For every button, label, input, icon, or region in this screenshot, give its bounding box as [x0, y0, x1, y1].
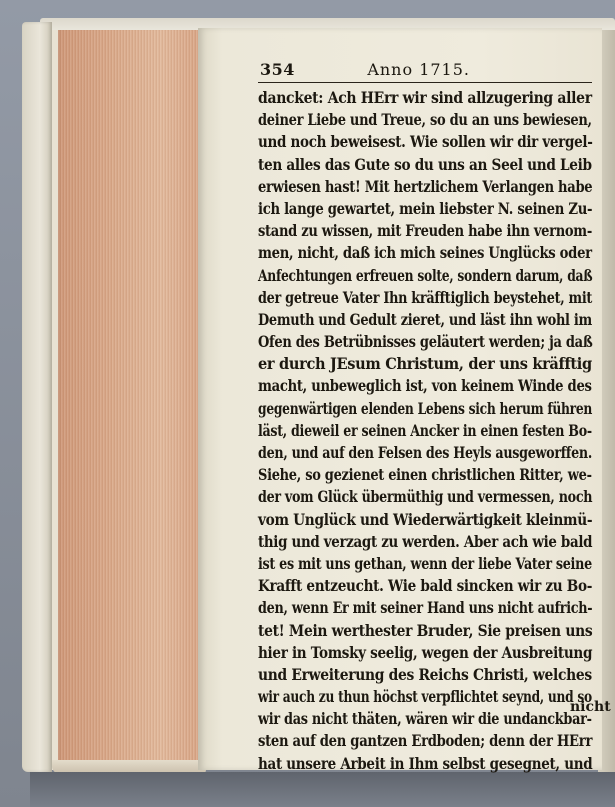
text-line: und noch beweisest. Wie sollen wir dir vergel- — [258, 133, 593, 152]
bottom-shadow — [30, 772, 615, 807]
text-line: stand zu wissen, mit Freuden habe ihn vernom- — [258, 222, 592, 241]
text-line: Demuth und Gedult zieret, und läst ihn wohl im — [258, 310, 592, 329]
text-line: ist es mit uns gethan, wenn der liebe Vater seine — [258, 554, 592, 573]
text-line: men, nicht, daß ich mich seines Unglücks oder — [258, 244, 592, 263]
text-line: wir das nicht thäten, wären wir die undanckbar- — [258, 710, 592, 729]
text-line: vom Unglück und Wiederwärtigkeit kleinmü- — [258, 510, 593, 529]
text-line: hat unsere Arbeit in Ihm selbst gesegnet, und — [258, 754, 593, 773]
text-line: deiner Liebe und Treue, so du an uns bewiesen, — [258, 111, 592, 130]
page-number: 354 — [260, 60, 295, 79]
text-line: der getreue Vater Ihn kräfftiglich beystehet, mit — [258, 288, 593, 307]
text-line: den, wenn Er mit seiner Hand uns nicht aufrich- — [258, 599, 593, 618]
text-line: und Erweiterung des Reichs Christi, welches — [258, 665, 592, 684]
text-line: hier in Tomsky seelig, wegen der Ausbreitung — [258, 643, 593, 662]
text-line: der vom Glück übermüthig und vermessen, noch — [258, 488, 593, 507]
text-line: gegenwärtigen elenden Lebens sich herum führen — [258, 399, 593, 418]
text-line: tet! Mein werthester Bruder, Sie preisen uns — [258, 621, 593, 640]
text-line: erwiesen hast! Mit hertzlichem Verlangen habe — [258, 177, 593, 196]
text-line: Ofen des Betrübnisses geläutert werden; ja daß — [258, 333, 593, 352]
text-line: ten alles das Gute so du uns an Seel und Leib — [258, 155, 592, 174]
text-line: wir auch zu thun höchst verpflichtet seynd, und so — [258, 688, 592, 707]
text-line: er durch JEsum Christum, der uns kräfftig — [258, 355, 592, 374]
book-spine-edge — [22, 22, 52, 772]
text-lines — [258, 87, 592, 775]
text-line: Anfechtungen erfreuen solte, sondern darum, daß — [258, 266, 593, 285]
running-head: Anno 1715. — [367, 60, 470, 79]
text-line: ich lange gewartet, mein liebster N. seinen Zu- — [258, 199, 593, 218]
page-header — [258, 60, 592, 83]
text-line: macht, unbeweglich ist, von keinem Winde des — [258, 377, 592, 396]
page-block-fore-edge — [52, 30, 206, 770]
text-line: Siehe, so gezienet einen christlichen Ritter, we- — [258, 466, 592, 485]
text-line: Krafft entzeucht. Wie bald sincken wir zu Bo- — [258, 577, 593, 596]
text-line: läst, dieweil er seinen Ancker in einen festen Bo- — [258, 421, 592, 440]
page-text-block — [258, 60, 592, 775]
text-line: den, und auf den Felsen des Heyls ausgeworffen. — [258, 444, 592, 462]
text-line: dancket: Ach HErr wir sind allzugering aller — [258, 89, 592, 107]
text-line: thig und verzagt zu werden. Aber ach wie bald — [258, 532, 593, 551]
text-line: sten auf den gantzen Erdboden; denn der HErr — [258, 732, 593, 751]
catchword: nicht — [570, 699, 611, 715]
